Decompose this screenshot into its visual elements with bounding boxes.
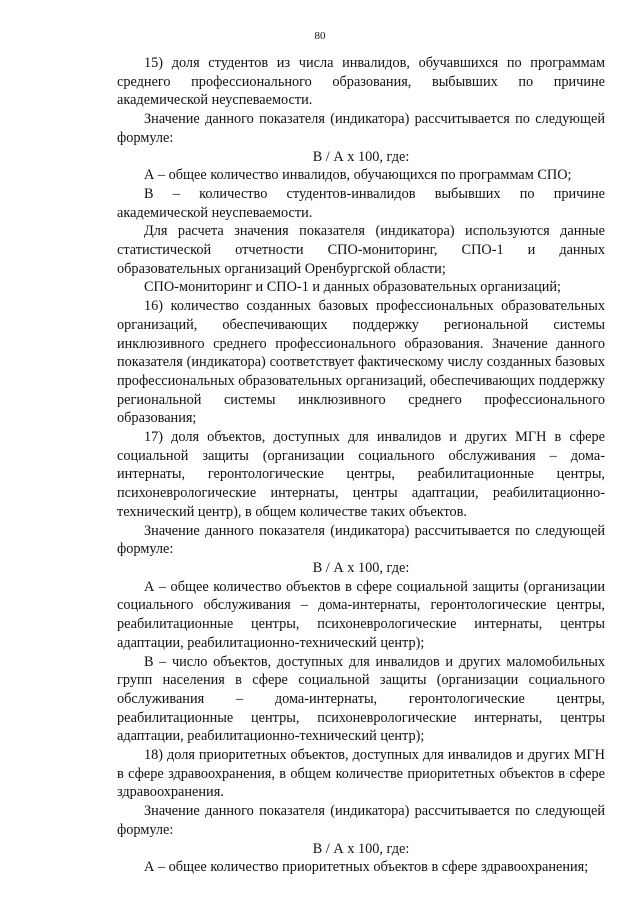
formula-line: В / А х 100, где: [312, 559, 410, 576]
paragraph: Для расчета значения показателя (индикатора) используются данные статистической отчетности СПО-мониторинг, СПО-1 и данных образовательных организаций Оренбургской области; [117, 223, 605, 277]
paragraph: В – число объектов, доступных для инвалидов и других маломобильных групп населения в сфере социальной защиты (организации социального обслуживания – дома-интернаты, геронтологические центры, реабилитационные центры, психоневрологические интернаты, центры адаптации, реабилитационно-технический центр); [117, 653, 605, 745]
paragraph: 17) доля объектов, доступных для инвалидов и других МГН в сфере социальной защиты (организации социального обслуживания – дома-интернаты, геронтологические центры, реабилитационные центры, психоневрологические интернаты, центры адаптации, реабилитационно-технический центр), в общем количестве таких объектов. [117, 429, 605, 520]
paragraph: 15) доля студентов из числа инвалидов, обучавшихся по программам среднего профессионального образования, выбывших по причине академической неуспеваемости. [117, 55, 605, 109]
paragraph: А – общее количество объектов в сфере социальной защиты (организации социального обслуживания – дома-интернаты, геронтологические центры, реабилитационные центры, психоневрологические интернаты, центры адаптации, реабилитационно-технический центр); [117, 578, 605, 651]
paragraph: Значение данного показателя (индикатора) рассчитывается по следующей формуле: [117, 803, 605, 838]
paragraph: 16) количество созданных базовых профессиональных образовательных организаций, обеспечивающих поддержку региональной системы инклюзивного среднего профессионального образования. Значение данного показателя (индикатора) соответствует фактическому числу созданных базовых профессиональных образовательных организаций, обеспечивающих поддержку региональной системы инклюзивного среднего профессионального образования; [117, 298, 605, 427]
document-body [117, 54, 605, 877]
page-number: 80 [314, 30, 326, 42]
paragraph: СПО-мониторинг и СПО-1 и данных образовательных организаций; [144, 279, 562, 296]
paragraph: В – количество студентов-инвалидов выбывших по причине академической неуспеваемости. [117, 185, 605, 221]
paragraph: 18) доля приоритетных объектов, доступных для инвалидов и других МГН в сфере здравоохранения, в общем количестве приоритетных объектов в сфере здравоохранения. [117, 747, 605, 801]
paragraph: А – общее количество инвалидов, обучающихся по программам СПО; [144, 167, 572, 184]
paragraph: Значение данного показателя (индикатора) рассчитывается по следующей формуле: [117, 522, 605, 558]
formula-line: В / А х 100, где: [312, 148, 410, 165]
formula-line: В / А х 100, где: [312, 840, 410, 857]
paragraph: А – общее количество приоритетных объектов в сфере здравоохранения; [144, 859, 589, 876]
paragraph: Значение данного показателя (индикатора) рассчитывается по следующей формуле: [117, 111, 605, 146]
